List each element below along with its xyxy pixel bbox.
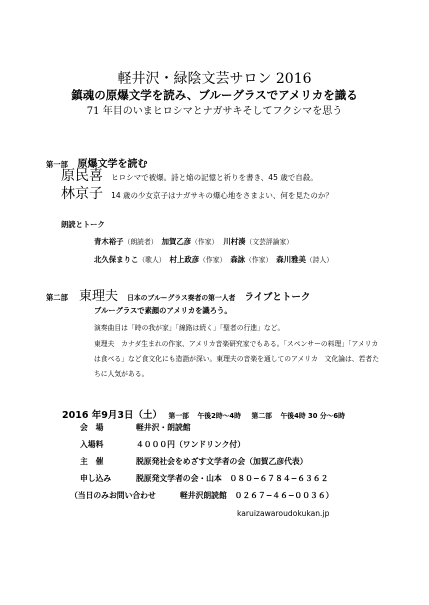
- part1-time: 午後2時～4時: [197, 412, 241, 420]
- info-value: 脱原発文学者の会・山本 ０８０−６７８４−６３６２: [136, 474, 329, 483]
- readers-title: 朗読とトーク: [61, 220, 105, 229]
- performers-row-2: [94, 256, 333, 264]
- event-title: 軽井沢・緑陰文芸サロン 2016: [117, 71, 312, 87]
- part1-label: 第一部: [46, 160, 68, 169]
- performer-name: 青木裕子: [94, 237, 124, 246]
- part2-bio-line: は食べる」など食文化にも造詣が深い。東理夫の音楽を通してのアメリカ 文化論は、若者た: [94, 355, 379, 363]
- part2-heading: [46, 287, 310, 303]
- event-date: 2016 年9月3日（土）: [62, 410, 162, 421]
- part1-title: 原爆文学を読む: [77, 159, 148, 170]
- performer-role: （作家）: [245, 256, 273, 264]
- performer-name: 北久保まりこ: [94, 255, 139, 264]
- performer-role: （詩人）: [305, 256, 334, 264]
- performer-name: 川村湊: [223, 237, 246, 246]
- performers-row-1: [94, 238, 293, 246]
- part2-desc: 日本のブルーグラス奏者の第一人者: [127, 294, 236, 302]
- part2-songs: 演奏曲目は「時の我が家」「線路は続く」「聖者の行進」など。: [94, 324, 285, 332]
- part1-time-label: 第一部: [168, 412, 189, 420]
- event-subtitle: 鎮魂の原爆文学を読み、ブルーグラスでアメリカを識る: [71, 88, 358, 102]
- part2-time: 午後4時 30 分～6時: [280, 412, 345, 420]
- info-value: ４０００円（ワンドリンク付）: [136, 440, 245, 449]
- info-key: （当日のみお問い合わせ: [70, 491, 156, 500]
- author-row: [61, 167, 318, 183]
- performer-role: （歌人）: [138, 256, 166, 264]
- info-key: 主 催: [80, 457, 104, 466]
- part2-name: 東理夫: [78, 289, 118, 304]
- author-name: 原民喜: [61, 168, 103, 184]
- performer-name: 村上政彦: [169, 255, 200, 264]
- info-value: 脱原発社会をめざす文学者の会（加賀乙彦代表）: [136, 457, 308, 466]
- author-desc: ヒロシマで被爆。詩と焔の記憶と祈りを書き、45 歳で自殺。: [111, 173, 318, 182]
- author-name: 林京子: [61, 186, 103, 202]
- performer-role: （文芸評論家）: [245, 238, 294, 246]
- performer-name: 加賀乙彦: [161, 237, 192, 246]
- schedule: [62, 405, 345, 421]
- info-value: 軽井沢・朗読館: [136, 423, 191, 432]
- performer-name: 森詠: [230, 255, 246, 264]
- performer-role: （作家）: [199, 256, 227, 264]
- part2-bio-line: ちに人気がある。: [94, 370, 149, 378]
- part2-time-label: 第二部: [251, 412, 272, 420]
- info-key: 申し込み: [80, 474, 112, 483]
- info-value: 軽井沢朗読館 ０２６７−４６−００３６）: [180, 491, 334, 500]
- author-row: [61, 185, 333, 201]
- part2-label: 第二部: [46, 293, 68, 302]
- part2-bio-line: 東理夫 カナダ生まれの作家、アメリカ音楽研究家でもある。「スペンサーの料理」「アメリカ: [94, 340, 379, 348]
- author-desc: 14 歳の少女京子はナガサキの爆心地をさまよい、何を見たのか？: [111, 191, 333, 200]
- performer-name: 森川雅美: [276, 255, 306, 264]
- performer-role: （作家）: [191, 238, 219, 246]
- info-key: 入場料: [80, 440, 104, 449]
- part2-tagline: ブルーグラスで素顔のアメリカを識ろう。: [94, 306, 232, 315]
- part2-event: ライブとトーク: [244, 292, 311, 303]
- performer-role: （朗読者）: [123, 238, 158, 246]
- event-tagline: 71 年目のいまヒロシマとナガサキそしてフクシマを思う: [86, 106, 343, 117]
- website-url: karuizawaroudokukan.jp: [237, 509, 330, 518]
- info-key: 会 場: [80, 423, 104, 432]
